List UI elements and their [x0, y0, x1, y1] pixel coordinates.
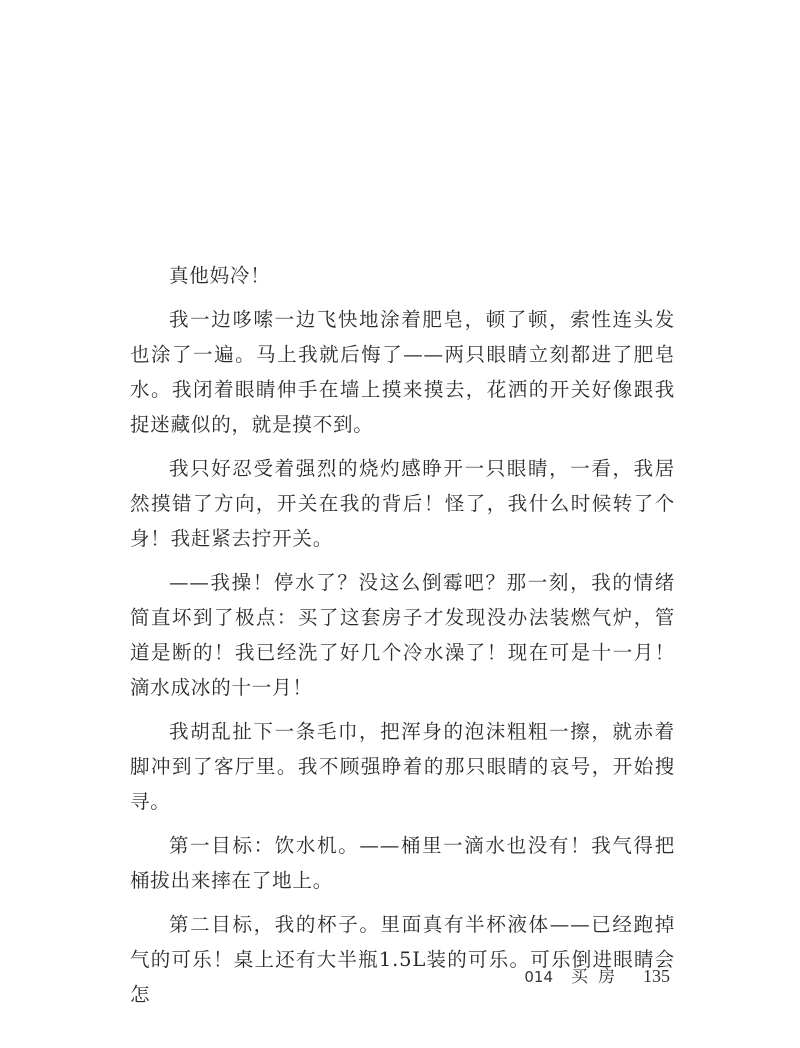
- paragraph-1: 真他妈冷！: [169, 264, 271, 287]
- chapter-title: 买房: [571, 967, 625, 987]
- chapter-number: 014: [524, 968, 553, 986]
- paragraph-4: ——我操！停水了？没这么倒霉吧？那一刻，我的情绪简直坏到了极点：买了这套房子才发现没办法装燃气炉，管道是断的！我已经洗了好几个冷水澡了！现在可是十一月！滴水成冰的十一月！: [130, 571, 675, 699]
- paragraph-5: 我胡乱扯下一条毛巾，把浑身的泡沫粗粗一擦，就赤着脚冲到了客厅里。我不顾强睁着的那只眼睛的哀号，开始搜寻。: [130, 720, 675, 813]
- paragraph-3: 我只好忍受着强烈的烧灼感睁开一只眼睛，一看，我居然摸错了方向，开关在我的背后！怪了，我什么时候转了个身！我赶紧去拧开关。: [130, 457, 675, 550]
- page-number: 135: [643, 966, 670, 986]
- page-footer: [524, 962, 670, 987]
- paragraph-7: 第二目标，我的杯子。里面真有半杯液体——已经跑掉气的可乐！桌上还有大半瓶1.5L装的可乐。可乐倒进眼睛会怎: [130, 913, 675, 1006]
- paragraph-2: 我一边哆嗦一边飞快地涂着肥皂，顿了顿，索性连头发也涂了一遍。马上我就后悔了——两只眼睛立刻都进了肥皂水。我闭着眼睛伸手在墙上摸来摸去，花洒的开关好像跟我捉迷藏似的，就是摸不到。: [130, 308, 675, 436]
- page-body: [130, 258, 675, 1021]
- paragraph-6: 第一目标：饮水机。——桶里一滴水也没有！我气得把桶拔出来摔在了地上。: [130, 834, 675, 892]
